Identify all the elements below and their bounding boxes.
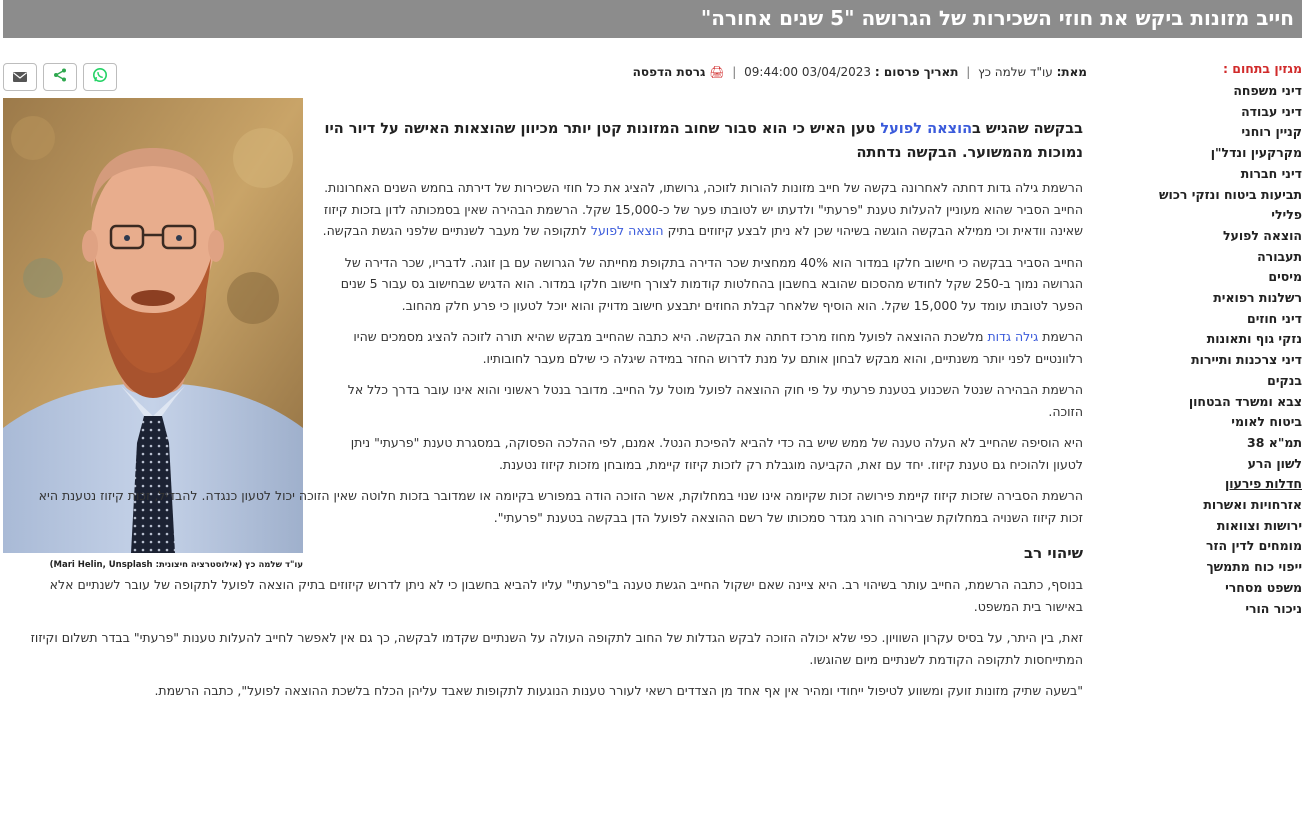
- paragraph: [318, 177, 1083, 242]
- sidebar-item-intellectual-property[interactable]: קניין רוחני: [1241, 124, 1302, 140]
- share-button[interactable]: [43, 63, 77, 91]
- publish-date: 03/04/2023 09:44:00: [744, 65, 872, 79]
- registrar-name-link[interactable]: גילה גדות: [987, 329, 1039, 344]
- paragraph-text: מלשכת ההוצאה לפועל מחוז מרכז דחתה את הבקשה. היא כתבה שהחייב מבקש שהיא תורה לזוכה להציג מסמכים שהיו רלוונטיים לפני יותר משנתיים, והוא מבקש לבחון אותם על מנת לדרוש החזר במידה שיגלה כי שילם מעבר לחובותיו.: [353, 329, 1083, 366]
- article-body: [20, 117, 1083, 712]
- author-label: מאת:: [1056, 65, 1087, 79]
- category-sidebar: [1127, 60, 1302, 619]
- email-icon: [12, 68, 28, 87]
- author-name[interactable]: עו"ד שלמה כץ: [978, 65, 1053, 79]
- article-meta: [633, 63, 1087, 81]
- printer-icon[interactable]: 🖨: [709, 65, 725, 79]
- photo-caption: עו"ד שלמה כץ (אילוסטרציה חיצונית: Mari Helin, Unsplash): [49, 560, 303, 570]
- sidebar-item-medical-malpractice[interactable]: רשלנות רפואית: [1213, 290, 1302, 306]
- date-label: תאריך פרסום :: [874, 65, 959, 79]
- paragraph: [318, 326, 1083, 369]
- paragraph-text: לתקופה של מעבר לשנתיים שלפני הגשת הבקשה.: [322, 223, 591, 238]
- sidebar-item-enforcement[interactable]: הוצאה לפועל: [1222, 227, 1302, 243]
- sidebar-item-insolvency[interactable]: חדלות פירעון: [1224, 476, 1302, 492]
- enforcement-link[interactable]: הוצאה לפועל: [590, 223, 664, 238]
- paragraph-text: הרשמת: [1038, 329, 1083, 344]
- sidebar-item-real-estate[interactable]: מקרקעין ונדל"ן: [1210, 145, 1302, 161]
- sidebar-item-taxes[interactable]: מיסים: [1268, 269, 1302, 285]
- paragraph-text: הרשמת גילה גדות דחתה לאחרונה בקשה של חייב מזונות להורות לזוכה, גרושתו, להציג את כל חוזי השכירות של דירתה בחמש השנים האחרונות. החייב הסביר שהוא מעוניין להעלות טענת "פרעתי" ולדעתו יש לטובתו פער של כ-15,000 שקל. הרשמת הבהירה שאין בסמכותה לדון בזכות קיזוז שאינה וודאית וכי ממילא הבקשה הוגשה בשיהוי שכן לא ניתן לבצע קיזוזים בתיק: [323, 180, 1083, 238]
- sidebar-item-foreign-law[interactable]: מומחים לדין הזר: [1205, 538, 1302, 554]
- sidebar-item-army-defense[interactable]: צבא ומשרד הבטחון: [1188, 393, 1302, 409]
- share-buttons: [3, 63, 117, 91]
- sidebar-heading: מגזין בתחום :: [1222, 61, 1302, 76]
- whatsapp-button[interactable]: [83, 63, 117, 91]
- sidebar-item-defamation[interactable]: לשון הרע: [1247, 455, 1302, 471]
- meta-divider: |: [966, 65, 971, 79]
- sidebar-item-parental-alienation[interactable]: ניכור הורי: [1245, 600, 1302, 616]
- section-heading: שיהוי רב: [1023, 544, 1083, 562]
- sidebar-item-commercial-law[interactable]: משפט מסחרי: [1225, 579, 1302, 595]
- sidebar-item-criminal[interactable]: פלילי: [1271, 207, 1302, 223]
- lead-text-end: טען האיש כי הוא סבור שחוב המזונות קטן יותר מכיוון שהוצאות האישה על דיור היו נמוכות מהמשוער. הבקשה נדחתה: [324, 121, 1083, 161]
- paragraph: החייב הסביר בבקשה כי חישוב חלקו במדור הוא 40% ממחצית שכר הדירה בתקופת מחייתה של הגרושה עם בן זוגה. לדבריו, שכר הדירה של הגרושה נמוך ב-250 שקל לחודש מהסכום שהובא בחשבון בהחלטות קודמות לצורך חישוב חלקו במדור. הוא הדגיש שבחישוב גס עבור 5 שנים הפער לטובתו עומד על 15,000 שקל. הוא הוסיף שלאחר קבלת החוזים יתבצע חישוב מדויק והוא יוכל לטעון כי פרע חלק מהחוב.: [340, 254, 1083, 313]
- sidebar-item-citizenship-visas[interactable]: אזרחויות ואשרות: [1203, 497, 1302, 513]
- enforcement-link[interactable]: הוצאה לפועל: [880, 121, 973, 137]
- sidebar-item-tama-38[interactable]: תמ"א 38: [1247, 434, 1302, 450]
- sidebar-item-inheritance-wills[interactable]: ירושות וצוואות: [1216, 517, 1302, 533]
- sidebar-item-consumer-tourism[interactable]: דיני צרכנות ותיירות: [1191, 352, 1302, 368]
- email-button[interactable]: [3, 63, 37, 91]
- paragraph: "בשעה שתיק מזונות זועק ומשווע לטיפול ייחודי ומהיר אין אף אחד מן הצדדים רשאי לעורר טענות הנוגעות לתקופות שאבד עליהן הכלח בלשכת ההוצאה לפועל", כתבה הרשמת.: [154, 683, 1083, 698]
- article-title: חייב מזונות ביקש את חוזי השכירות של הגרושה "5 שנים אחורה": [3, 0, 1302, 38]
- print-version-link[interactable]: גרסת הדפסה: [632, 65, 706, 79]
- paragraph: זאת, בין היתר, על בסיס עקרון השוויון. כפי שלא יכולה הזוכה לבקש הגדלות של החוב לתקופה העולה על השנתיים שקדמו לבקשה, כך גם אין לאפשר לחייב להעלות טענות "פרעתי" בבדר תשלום וקיזוז המתייחסות לתקופה הקודמת לשנתיים מיום שהוגשו.: [30, 630, 1083, 667]
- sidebar-item-banks[interactable]: בנקים: [1267, 372, 1302, 388]
- whatsapp-icon: [92, 67, 108, 87]
- paragraph: הרשמת הסבירה שזכות קיזוז קיימת פירושה זכות שקיומה אינו שנוי במחלוקת, אשר הזוכה הודה במפורש בקיומה או שמדובר בזכות חלוטה שאין הזוכה יכול לטעון כנגדה. להבדיל, זכות קיזוז נטענת היא זכות קיזוז השנויה במחלוקת שבירורה חורג מגדר סמכותו של רשם ההוצאה לפועל הדן בבקשה בטענת "פרעתי".: [38, 488, 1083, 525]
- sidebar-item-contract-law[interactable]: דיני חוזים: [1247, 310, 1302, 326]
- lead-text-start: בבקשה שהגיש ב: [972, 121, 1083, 137]
- article-lead: [318, 117, 1083, 165]
- share-icon: [52, 67, 68, 87]
- sidebar-item-personal-injury[interactable]: נזקי גוף ותאונות: [1206, 331, 1302, 347]
- sidebar-item-insurance-claims[interactable]: תביעות ביטוח ונזקי רכוש: [1159, 186, 1302, 202]
- sidebar-item-power-of-attorney[interactable]: ייפוי כוח מתמשך: [1206, 559, 1302, 575]
- sidebar-item-labor-law[interactable]: דיני עבודה: [1241, 103, 1302, 119]
- paragraph: היא הוסיפה שהחייב לא העלה טענה של ממש שיש בה כדי להביא להפיכת הנטל. אמנם, לפי ההלכה הפסוקה, במסגרת טענת "פרעתי" ניתן לטעון ולהוכיח גם טענת קיזוז. יחד עם זאת, הקביעה מוגבלת רק לזכות קיזוז קיימת, במובחן מזכות קיזוז נטענת.: [350, 435, 1083, 472]
- sidebar-item-national-insurance[interactable]: ביטוח לאומי: [1231, 414, 1302, 430]
- sidebar-item-family-law[interactable]: דיני משפחה: [1233, 83, 1302, 98]
- category-list: [1127, 81, 1302, 619]
- paragraph: הרשמת הבהירה שנטל השכנוע בטענת פרעתי על פי חוק ההוצאה לפועל מוטל על החייב. מדובר בנטל ראשוני והוא אינו עובר בדרך כלל אל הזוכה.: [347, 382, 1083, 419]
- meta-divider: |: [732, 65, 737, 79]
- sidebar-item-traffic[interactable]: תעבורה: [1257, 248, 1302, 264]
- paragraph: בנוסף, כתבה הרשמת, החייב עותר בשיהוי רב. היא ציינה שאם ישקול החייב הגשת טענה ב"פרעתי" עליו להביא בחשבון כי לא ניתן לדרוש קיזוזים בתיק הוצאה לפועל לתקופה של עובר לשנתיים אלא באישור בית המשפט.: [49, 577, 1083, 614]
- sidebar-item-corporate-law[interactable]: דיני חברות: [1240, 165, 1302, 181]
